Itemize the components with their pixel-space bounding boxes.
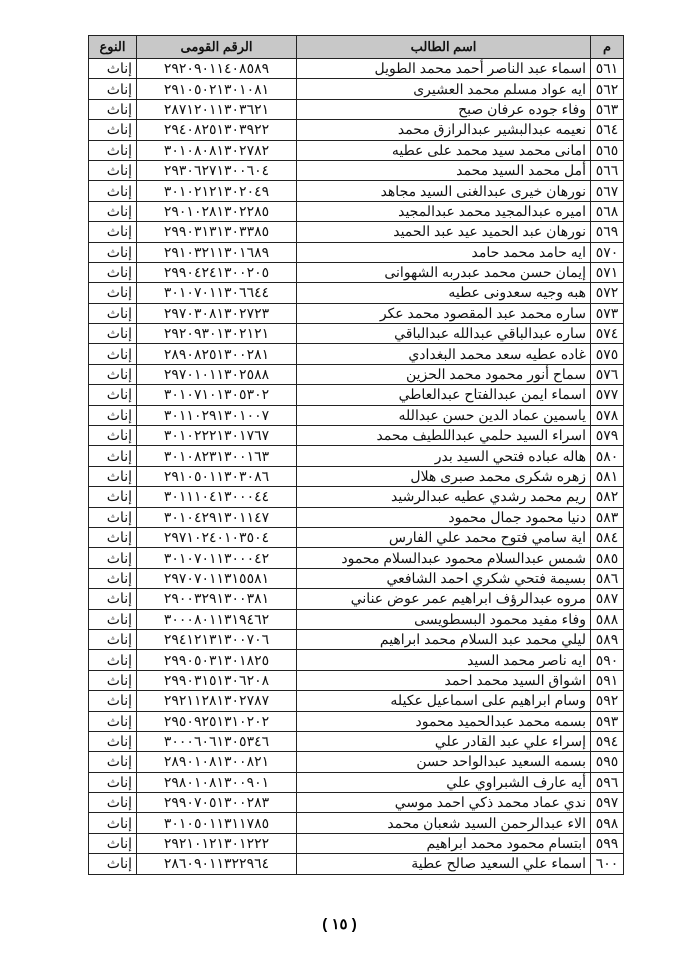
student-name: اميره عبدالمجيد محمد عبدالمجيد xyxy=(297,201,591,221)
row-number: ٥٦١ xyxy=(591,59,624,79)
gender: إناث xyxy=(89,793,137,813)
table-row xyxy=(89,650,624,670)
row-number: ٥٧١ xyxy=(591,262,624,282)
student-name: ياسمين عماد الدين حسن عبدالله xyxy=(297,405,591,425)
table-row xyxy=(89,527,624,547)
national-id: ٣٠١٠٨٠٨١٣٠٢٧٨٢ xyxy=(137,140,297,160)
row-number: ٥٦٣ xyxy=(591,99,624,119)
student-name: أمل محمد السيد محمد xyxy=(297,160,591,180)
gender: إناث xyxy=(89,833,137,853)
national-id: ٢٩٣٠٦٢٧١٣٠٠٦٠٤ xyxy=(137,160,297,180)
national-id: ٢٩٧١٠٢٤٠١٠٣٥٠٤ xyxy=(137,527,297,547)
row-number: ٥٨٨ xyxy=(591,609,624,629)
national-id: ٢٨٩٠٨٢٥١٣٠٠٢٨١ xyxy=(137,344,297,364)
student-name: امانى محمد سيد محمد على عطيه xyxy=(297,140,591,160)
table-row xyxy=(89,324,624,344)
gender: إناث xyxy=(89,527,137,547)
gender: إناث xyxy=(89,568,137,588)
student-name: ساره عبدالباقي عبدالله عبدالباقي xyxy=(297,324,591,344)
table-row xyxy=(89,670,624,690)
student-name: ساره محمد عبد المقصود محمد عكر xyxy=(297,303,591,323)
national-id: ٢٩٧٠٧٠١١٣١٥٥٨١ xyxy=(137,568,297,588)
gender: إناث xyxy=(89,324,137,344)
student-name: وفاء جوده عرفان صبح xyxy=(297,99,591,119)
header-gender: النوع xyxy=(89,36,137,59)
row-number: ٥٨٣ xyxy=(591,507,624,527)
row-number: ٥٧٢ xyxy=(591,283,624,303)
header-name: اسم الطالب xyxy=(297,36,591,59)
national-id: ٣٠١١٠٢٩١٣٠١٠٠٧ xyxy=(137,405,297,425)
table-row xyxy=(89,629,624,649)
gender: إناث xyxy=(89,79,137,99)
table-row xyxy=(89,385,624,405)
row-number: ٥٧٨ xyxy=(591,405,624,425)
gender: إناث xyxy=(89,222,137,242)
table-row xyxy=(89,568,624,588)
row-number: ٥٨١ xyxy=(591,466,624,486)
gender: إناث xyxy=(89,670,137,690)
row-number: ٥٨٤ xyxy=(591,527,624,547)
national-id: ٢٩٤١٢١٣١٣٠٠٧٠٦ xyxy=(137,629,297,649)
table-row xyxy=(89,854,624,874)
student-name: اسماء ايمن عبدالفتاح عبدالعاطي xyxy=(297,385,591,405)
table-row xyxy=(89,772,624,792)
row-number: ٥٨٥ xyxy=(591,548,624,568)
student-name: سماح أنور محمود محمد الحزين xyxy=(297,364,591,384)
national-id: ٢٩٢١١٢٨١٣٠٢٧٨٧ xyxy=(137,691,297,711)
table-row xyxy=(89,446,624,466)
national-id: ٣٠١٠٨٢٣١٣٠٠١٦٣ xyxy=(137,446,297,466)
row-number: ٥٦٩ xyxy=(591,222,624,242)
table-row xyxy=(89,507,624,527)
gender: إناث xyxy=(89,446,137,466)
row-number: ٥٩١ xyxy=(591,670,624,690)
table-row xyxy=(89,160,624,180)
table-row xyxy=(89,609,624,629)
row-number: ٥٩٨ xyxy=(591,813,624,833)
table-row xyxy=(89,222,624,242)
student-name: بسيمة فتحي شكري احمد الشافعي xyxy=(297,568,591,588)
student-name: هاله عباده فتحي السيد بدر xyxy=(297,446,591,466)
row-number: ٥٨٦ xyxy=(591,568,624,588)
row-number: ٥٩٣ xyxy=(591,711,624,731)
table-row xyxy=(89,262,624,282)
national-id: ٣٠١٠٢١٢١٣٠٢٠٤٩ xyxy=(137,181,297,201)
table-row xyxy=(89,344,624,364)
gender: إناث xyxy=(89,303,137,323)
gender: إناث xyxy=(89,201,137,221)
national-id: ٢٩٢٠٩٠١١٤٠٨٥٨٩ xyxy=(137,59,297,79)
student-name: اشواق السيد محمد احمد xyxy=(297,670,591,690)
national-id: ٢٩٩٠٣١٥١٣٠٦٢٠٨ xyxy=(137,670,297,690)
national-id: ٢٩١٠٥٠١١٣٠٣٠٨٦ xyxy=(137,466,297,486)
table-row xyxy=(89,731,624,751)
gender: إناث xyxy=(89,385,137,405)
student-name: أيه عارف الشبراوي علي xyxy=(297,772,591,792)
row-number: ٥٩٠ xyxy=(591,650,624,670)
national-id: ٣٠١٠٤٢٩١٣٠١١٤٧ xyxy=(137,507,297,527)
gender: إناث xyxy=(89,59,137,79)
page-number: ( ١٥ ) xyxy=(322,916,357,933)
table-body xyxy=(89,59,624,875)
student-name: زهره شكرى محمد صبرى هلال xyxy=(297,466,591,486)
table-row xyxy=(89,120,624,140)
national-id: ٢٩٠٠٣٢٩١٣٠٠٣٨١ xyxy=(137,589,297,609)
student-name: ندي عماد محمد ذكي احمد موسي xyxy=(297,793,591,813)
table-row xyxy=(89,548,624,568)
row-number: ٥٨٢ xyxy=(591,487,624,507)
table-row xyxy=(89,99,624,119)
gender: إناث xyxy=(89,589,137,609)
student-name: بسمه السعيد عبدالواحد حسن xyxy=(297,752,591,772)
table-row xyxy=(89,691,624,711)
national-id: ٢٩٤٠٨٢٥١٣٠٣٩٢٢ xyxy=(137,120,297,140)
student-name: إسراء علي عبد القادر علي xyxy=(297,731,591,751)
national-id: ٣٠١٠٥٠١١٣١١٧٨٥ xyxy=(137,813,297,833)
header-m: م xyxy=(591,36,624,59)
students-table xyxy=(88,35,624,875)
national-id: ٢٩٩٠٧٠٥١٣٠٠٢٨٣ xyxy=(137,793,297,813)
national-id: ٣٠١٠٧١٠١٣٠٥٣٠٢ xyxy=(137,385,297,405)
student-name: ايه عواد مسلم محمد العشيرى xyxy=(297,79,591,99)
row-number: ٥٩٦ xyxy=(591,772,624,792)
gender: إناث xyxy=(89,854,137,874)
student-name: نورهان عبد الحميد عيد عبد الحميد xyxy=(297,222,591,242)
gender: إناث xyxy=(89,629,137,649)
student-name: نورهان خيرى عبدالغنى السيد مجاهد xyxy=(297,181,591,201)
gender: إناث xyxy=(89,160,137,180)
table-row xyxy=(89,711,624,731)
table-row xyxy=(89,59,624,79)
student-name: غاده عطيه سعد محمد البغدادي xyxy=(297,344,591,364)
row-number: ٥٩٢ xyxy=(591,691,624,711)
row-number: ٥٧٤ xyxy=(591,324,624,344)
table-row xyxy=(89,181,624,201)
gender: إناث xyxy=(89,364,137,384)
gender: إناث xyxy=(89,140,137,160)
row-number: ٥٧٣ xyxy=(591,303,624,323)
national-id: ٣٠١٠٢٢٢١٣٠١٧٦٧ xyxy=(137,426,297,446)
gender: إناث xyxy=(89,548,137,568)
national-id: ٢٩٧٠٣٠٨١٣٠٢٧٢٣ xyxy=(137,303,297,323)
student-name: اسماء عبد الناصر أحمد محمد الطويل xyxy=(297,59,591,79)
row-number: ٥٦٧ xyxy=(591,181,624,201)
table-header-row xyxy=(89,36,624,59)
national-id: ٢٩٩٠٣١٣١٣٠٣٣٨٥ xyxy=(137,222,297,242)
gender: إناث xyxy=(89,813,137,833)
row-number: ٥٩٥ xyxy=(591,752,624,772)
row-number: ٥٩٧ xyxy=(591,793,624,813)
table-row xyxy=(89,466,624,486)
national-id: ٣٠١٠٧٠١١٣٠٦٦٤٤ xyxy=(137,283,297,303)
student-name: وسام ابراهيم على اسماعيل عكيله xyxy=(297,691,591,711)
row-number: ٥٦٨ xyxy=(591,201,624,221)
student-name: بسمه محمد عبدالحميد محمود xyxy=(297,711,591,731)
gender: إناث xyxy=(89,405,137,425)
gender: إناث xyxy=(89,242,137,262)
national-id: ٢٩٩٠٥٠٣١٣٠١٨٢٥ xyxy=(137,650,297,670)
gender: إناث xyxy=(89,507,137,527)
gender: إناث xyxy=(89,711,137,731)
row-number: ٥٧٧ xyxy=(591,385,624,405)
gender: إناث xyxy=(89,181,137,201)
gender: إناث xyxy=(89,752,137,772)
student-name: إيمان حسن محمد عبدربه الشهوانى xyxy=(297,262,591,282)
table-row xyxy=(89,426,624,446)
table-row xyxy=(89,79,624,99)
row-number: ٥٦٦ xyxy=(591,160,624,180)
gender: إناث xyxy=(89,120,137,140)
gender: إناث xyxy=(89,487,137,507)
table-row xyxy=(89,589,624,609)
table-row xyxy=(89,752,624,772)
national-id: ٣٠٠٠٨٠١١٣١٩٤٦٢ xyxy=(137,609,297,629)
national-id: ٢٩٠١٠٢٨١٣٠٢٢٨٥ xyxy=(137,201,297,221)
student-name: وفاء مفيد محمود البسطويسى xyxy=(297,609,591,629)
table-row xyxy=(89,813,624,833)
row-number: ٥٨٠ xyxy=(591,446,624,466)
gender: إناث xyxy=(89,609,137,629)
national-id: ٢٩٨٠١٠٨١٣٠٠٩٠١ xyxy=(137,772,297,792)
national-id: ٢٩١٠٣٢١١٣٠١٦٨٩ xyxy=(137,242,297,262)
table-row xyxy=(89,242,624,262)
row-number: ٥٧٠ xyxy=(591,242,624,262)
gender: إناث xyxy=(89,283,137,303)
student-name: دنيا محمود جمال محمود xyxy=(297,507,591,527)
student-name: ايه حامد محمد حامد xyxy=(297,242,591,262)
student-name: ايه ناصر محمد السيد xyxy=(297,650,591,670)
student-name: مروه عبدالرؤف ابراهيم عمر عوض عناني xyxy=(297,589,591,609)
student-name: شمس عبدالسلام محمود عبدالسلام محمود xyxy=(297,548,591,568)
national-id: ٢٩٥٠٩٢٥١٣١٠٢٠٢ xyxy=(137,711,297,731)
gender: إناث xyxy=(89,731,137,751)
student-name: اية سامي فتوح محمد علي الفارس xyxy=(297,527,591,547)
national-id: ٢٨٦٠٩٠١١٣٢٢٩٦٤ xyxy=(137,854,297,874)
row-number: ٥٨٩ xyxy=(591,629,624,649)
table-row xyxy=(89,201,624,221)
row-number: ٥٩٤ xyxy=(591,731,624,751)
gender: إناث xyxy=(89,262,137,282)
row-number: ٥٩٩ xyxy=(591,833,624,853)
national-id: ٢٩٢١٠١٢١٣٠١٢٢٢ xyxy=(137,833,297,853)
row-number: ٥٦٢ xyxy=(591,79,624,99)
row-number: ٥٧٥ xyxy=(591,344,624,364)
student-name: الاء عبدالرحمن السيد شعبان محمد xyxy=(297,813,591,833)
table-row xyxy=(89,303,624,323)
row-number: ٥٦٥ xyxy=(591,140,624,160)
gender: إناث xyxy=(89,426,137,446)
national-id: ٣٠١٠٧٠١١٣٠٠٠٤٢ xyxy=(137,548,297,568)
student-name: اسماء علي السعيد صالح عطية xyxy=(297,854,591,874)
header-national-id: الرقم القومى xyxy=(137,36,297,59)
student-name: اسراء السيد حلمي عبداللطيف محمد xyxy=(297,426,591,446)
national-id: ٣٠١١١٠٤١٣٠٠٠٤٤ xyxy=(137,487,297,507)
national-id: ٢٩١٠٥٠٢١٣٠١٠٨١ xyxy=(137,79,297,99)
national-id: ٢٩٧٠١٠١١٣٠٢٥٨٨ xyxy=(137,364,297,384)
table-row xyxy=(89,793,624,813)
gender: إناث xyxy=(89,691,137,711)
row-number: ٥٧٦ xyxy=(591,364,624,384)
row-number: ٥٨٧ xyxy=(591,589,624,609)
national-id: ٢٨٧١٢٠١١٣٠٣٦٢١ xyxy=(137,99,297,119)
national-id: ٢٩٢٠٩٣٠١٣٠٢١٢١ xyxy=(137,324,297,344)
table-row xyxy=(89,833,624,853)
gender: إناث xyxy=(89,344,137,364)
gender: إناث xyxy=(89,466,137,486)
student-name: ليلي محمد عبد السلام محمد ابراهيم xyxy=(297,629,591,649)
gender: إناث xyxy=(89,99,137,119)
row-number: ٥٦٤ xyxy=(591,120,624,140)
table-row xyxy=(89,283,624,303)
student-name: ابتسام محمود محمد ابراهيم xyxy=(297,833,591,853)
national-id: ٢٨٩٠١٠٨١٣٠٠٨٢١ xyxy=(137,752,297,772)
student-name: نعيمه عبدالبشير عبدالرازق محمد xyxy=(297,120,591,140)
student-name: ريم محمد رشدي عطيه عبدالرشيد xyxy=(297,487,591,507)
table-row xyxy=(89,405,624,425)
gender: إناث xyxy=(89,650,137,670)
table-row xyxy=(89,140,624,160)
national-id: ٢٩٩٠٤٢٤١٣٠٠٢٠٥ xyxy=(137,262,297,282)
table-row xyxy=(89,487,624,507)
student-name: هبه وجيه سعدونى عطيه xyxy=(297,283,591,303)
gender: إناث xyxy=(89,772,137,792)
national-id: ٣٠٠٠٦٠٦١٣٠٥٣٤٦ xyxy=(137,731,297,751)
row-number: ٦٠٠ xyxy=(591,854,624,874)
table-row xyxy=(89,364,624,384)
row-number: ٥٧٩ xyxy=(591,426,624,446)
